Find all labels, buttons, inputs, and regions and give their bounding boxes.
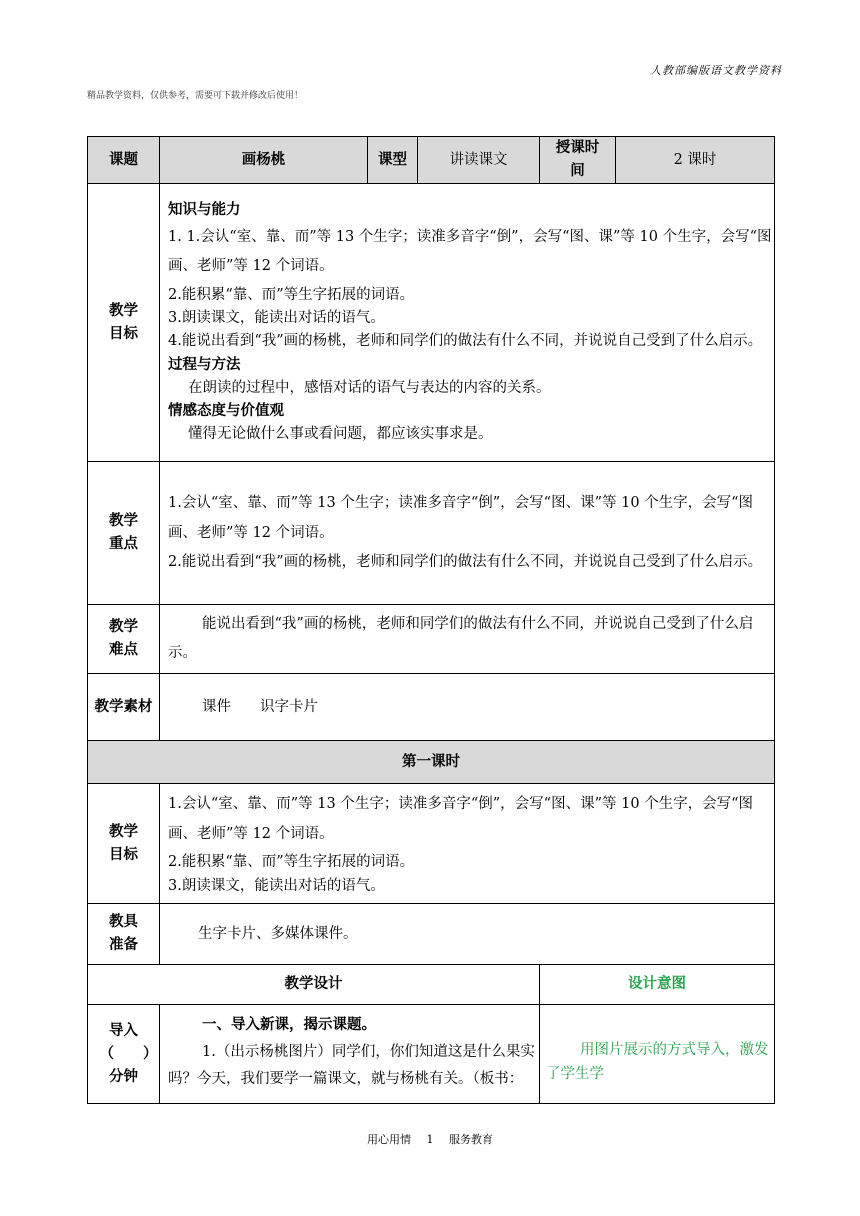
lesson1-objective-1: 1.会认“室、靠、而”等 13 个生字；读准多音字“倒”，会写“图、课”等 10 个生字，会写“图画、老师”等 12 个词语。 [168,795,754,842]
lesson1-objectives-label: 教学目标 [88,784,160,904]
footer-right: 服务教育 [449,1133,493,1146]
lesson1-intro-content [160,1005,540,1104]
key-points-row [88,462,775,605]
lesson1-objective-3: 3.朗读课文，能读出对话的语气。 [168,877,385,894]
materials-label: 教学素材 [88,674,160,741]
objectives-item-6: 懂得无论做什么事或看问题，都应该实事求是。 [188,426,493,443]
page-number: 1 [426,1133,434,1146]
difficulties-label: 教学难点 [88,605,160,674]
header-right-text: 人教部编版语文教学资料 [650,64,782,77]
objectives-item-1: 1. 1.会认“室、靠、而”等 13 个生字；读准多音字“倒”，会写“图、课”等 10 个生字，会写“图画、老师”等 12 个词语。 [168,228,772,275]
lesson-plan-table [87,136,775,1104]
lesson1-design-header-row [88,965,775,1005]
lesson1-objective-2: 2.能积累“靠、而”等生字拓展的词语。 [168,854,415,871]
difficulties-item-1: 能说出看到“我”画的杨桃，老师和同学们的做法有什么不同，并说说自己受到了什么启示。 [168,615,754,662]
lesson1-tools-value: 生字卡片、多媒体课件。 [198,925,358,942]
lesson1-tools-row [88,904,775,965]
lesson1-intro-label: 导入（ ）分钟 [88,1005,160,1104]
objectives-content [160,184,775,462]
objectives-heading-knowledge: 知识与能力 [168,202,241,219]
lesson1-intro-text: 1.（出示杨桃图片）同学们，你们知道这是什么果实吗？今天，我们要学一篇课文，就与杨桃有关。（板书： [168,1043,535,1087]
lesson1-intro-intent: 用图片展示的方式导入，激发了学生学 [540,1005,775,1104]
objectives-item-4: 4.能说出看到“我”画的杨桃，老师和同学们的做法有什么不同，并说说自己受到了什么启示。 [168,333,763,350]
objectives-heading-process: 过程与方法 [168,356,241,373]
objectives-item-3: 3.朗读课文，能读出对话的语气。 [168,310,385,327]
type-value: 讲读课文 [418,137,540,184]
lesson1-intent-label: 设计意图 [540,965,775,1005]
lesson1-design-label: 教学设计 [88,965,540,1005]
key-points-item-2: 2.能说出看到“我”画的杨桃，老师和同学们的做法有什么不同，并说说自己受到了什么启示。 [168,554,763,571]
key-points-item-1: 1.会认“室、靠、而”等 13 个生字；读准多音字“倒”，会写“图、课”等 10 个生字，会写“图画、老师”等 12 个词语。 [168,494,754,541]
lesson1-title-row [88,741,775,784]
key-points-label: 教学重点 [88,462,160,605]
lesson1-objectives-row [88,784,775,904]
info-row [88,137,775,184]
lesson1-tools-content [160,904,775,965]
hours-label: 授课时间 [540,137,616,184]
objectives-item-5: 在朗读的过程中，感悟对话的语气与表达的内容的关系。 [188,379,551,396]
hours-value: 2 课时 [616,137,775,184]
materials-content [160,674,775,741]
objectives-label: 教学目标 [88,184,160,462]
topic-title: 画杨桃 [160,137,368,184]
type-label: 课型 [368,137,418,184]
lesson1-tools-label: 教具准备 [88,904,160,965]
lesson1-intro-row [88,1005,775,1104]
key-points-content [160,462,775,605]
difficulties-row [88,605,775,674]
difficulties-content [160,605,775,674]
objectives-item-2: 2.能积累“靠、而”等生字拓展的词语。 [168,287,415,304]
footer-left: 用心用情 [367,1133,411,1146]
objectives-heading-attitude: 情感态度与价值观 [168,402,284,419]
page-footer [0,1131,860,1147]
header-left-note: 精品教学资料，仅供参考，需要可下载并修改后使用！ [87,91,304,101]
lesson1-title: 第一课时 [88,741,775,784]
topic-label: 课题 [88,137,160,184]
lesson1-objectives-content [160,784,775,904]
materials-value: 课件 识字卡片 [202,698,318,715]
objectives-row [88,184,775,462]
materials-row [88,674,775,741]
lesson1-intro-heading: 一、导入新课，揭示课题。 [202,1017,376,1034]
